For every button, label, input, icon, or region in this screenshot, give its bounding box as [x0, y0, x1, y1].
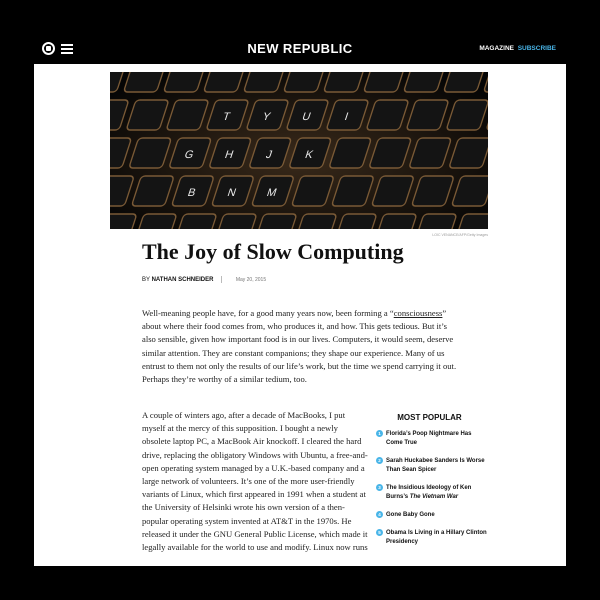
author-link[interactable]: NATHAN SCHNEIDER [151, 277, 214, 284]
popular-item[interactable] [372, 529, 487, 547]
popular-item-title[interactable]: Obama Is Living in a Hillary Clinton Presidency [386, 530, 487, 545]
popular-item-title[interactable]: Florida’s Poop Nightmare Has Come True [386, 431, 472, 446]
popular-item-title-italic[interactable]: The Vietnam War [409, 494, 459, 500]
popular-item-title[interactable]: The Insidious Ideology of Ken Burns’s [386, 485, 472, 500]
keyboard-key-label: I [342, 111, 350, 123]
keyboard-key-label: J [264, 149, 274, 161]
hero-image [110, 72, 488, 229]
popular-rank-badge: 4 [376, 511, 383, 518]
keyboard-illustration [110, 72, 488, 229]
keyboard-key-label: U [300, 111, 313, 123]
popular-item[interactable] [372, 511, 487, 520]
keyboard-key [110, 214, 137, 229]
most-popular-heading: MOST POPULAR [397, 413, 462, 422]
keyboard-key-label: H [223, 149, 235, 161]
byline-prefix: BY [142, 277, 150, 284]
most-popular-sidebar [372, 413, 487, 556]
paragraph-text: ” about where their food comes from, who produces it, and how. This gets tedious. But it’s also sensible, given how important food is in our lives. Computers, it would seem, deserve similar attention. They are constant companions; they shape our experience. Many of us entrust to them not only the results of our life’s work, but the time we spend carrying it out. Perhaps they’re worthy of a similar tedium, too. [142, 308, 457, 385]
keyboard-key-label: T [221, 111, 232, 123]
nav-magazine-link[interactable]: MAGAZINE [479, 45, 514, 52]
keyboard-key-label: Y [260, 111, 272, 123]
paragraph-text: Well-meaning people have, for a good many years now, been forming a “ [142, 308, 394, 318]
popular-rank-badge: 3 [376, 484, 383, 491]
byline [142, 276, 266, 283]
article-title: The Joy of Slow Computing [142, 239, 404, 264]
popular-item[interactable] [372, 457, 487, 475]
publish-date: May 20, 2015 [235, 277, 267, 284]
nav-subscribe-link[interactable]: SUBSCRIBE [517, 45, 556, 52]
popular-rank-badge: 1 [376, 430, 383, 437]
keyboard-key-label: M [265, 187, 279, 199]
popular-item[interactable] [372, 484, 487, 502]
article-paragraph: A couple of winters ago, after a decade of MacBooks, I put myself at the mercy of this supposition. I bought a newly obsolete laptop PC, a MacBook Air knockoff. I cleared the hard drive, replacing the obligatory Windows with Ubuntu, a free-and-open operating system managed by a U.K.-based company and a large network of volunteers. It’s one of the more user-friendly variants of Linux, which first appeared in 1991 when a student at the University of Helsinki wrote his own version of a then-popular operating system invented at AT&T in the 1970s. He released it under the GNU General Public License, which made it legally available for the world to use and modify. Linux now runs [142, 410, 368, 553]
article-paragraph [142, 307, 460, 386]
popular-item-title[interactable]: Gone Baby Gone [386, 512, 435, 518]
keyboard-key-label: G [182, 149, 196, 161]
image-credit: LOIC VENANCE/AFP/Getty Images [432, 233, 488, 237]
byline-divider [221, 276, 222, 283]
keyboard-key-label: K [303, 149, 315, 161]
keyboard-key-label: N [225, 187, 238, 199]
keyboard-key-label: B [186, 187, 198, 199]
popular-rank-badge: 2 [376, 457, 383, 464]
site-brand[interactable]: NEW REPUBLIC [247, 41, 353, 56]
popular-rank-badge: 5 [376, 529, 383, 536]
popular-item[interactable] [372, 430, 487, 448]
site-header [34, 34, 566, 64]
browser-page [34, 34, 566, 566]
popular-item-title[interactable]: Sarah Huckabee Sanders Is Worse Than Sean Spicer [386, 458, 485, 473]
consciousness-link[interactable]: consciousness [393, 308, 443, 318]
